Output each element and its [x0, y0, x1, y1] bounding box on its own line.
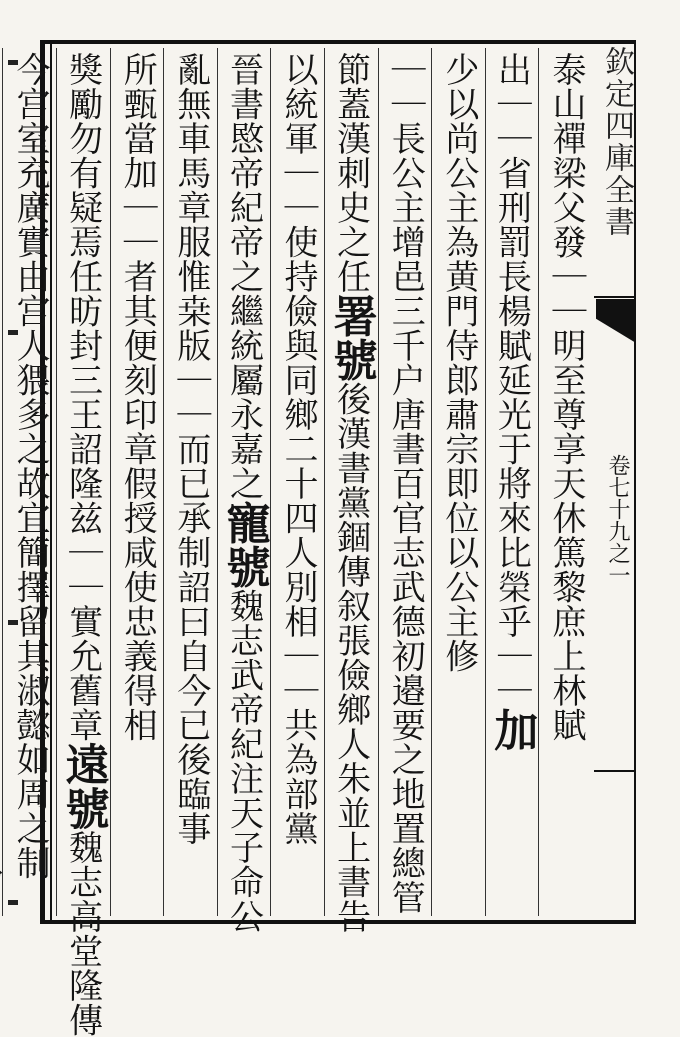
column-text: 獎勵勿有疑焉任昉封三王詔隆兹｜｜實允舊章	[62, 52, 103, 742]
text-column	[217, 48, 271, 934]
book-title: 欽定四庫全書	[599, 46, 634, 238]
column-text: 魏志武帝紀注天子命公	[223, 588, 264, 934]
entry-headword: 加	[486, 707, 538, 752]
text-column	[2, 48, 56, 916]
margin-strip	[594, 44, 636, 920]
column-text: 承制詔曰自今已後臨事	[170, 500, 211, 846]
text-column	[56, 48, 110, 1037]
entry-headword: 號	[325, 337, 377, 382]
entry-headword: 遠	[57, 742, 109, 786]
column-text: 節蓋漢刺史之任	[330, 52, 371, 294]
text-column	[485, 48, 539, 916]
column-text: 少以尚公主為黄門侍郎肅宗即位以公主修	[438, 52, 479, 673]
column-text: 出｜｜省刑罰長楊賦延光于將來比榮乎｜｜	[491, 52, 532, 708]
text-column	[270, 48, 324, 916]
column-text: 亂無車馬章服惟桒版｜｜而已	[170, 52, 211, 501]
column-text: 今宫室充廣實由宫人猥多之故宜簡擇留其淑懿如周之制	[10, 52, 51, 880]
column-text: 晉書愍帝紀帝之繼統屬永嘉之	[223, 52, 264, 501]
column-text: 泰山禪梁父發｜｜明至尊享天休篤黎庶上林賦	[546, 52, 586, 742]
column-text: 儉與同鄉二十四人別相｜｜共為部黨	[278, 293, 319, 846]
entry-headword: 號	[57, 786, 109, 830]
column-text: 魏志高堂隆傳	[62, 830, 103, 1037]
entry-headword: 署	[325, 293, 377, 338]
text-column	[324, 48, 378, 934]
text-column	[378, 48, 432, 916]
fishtail-mark	[596, 299, 636, 343]
entry-headword: 號	[218, 544, 270, 589]
margin-rule	[594, 296, 636, 298]
text-column	[538, 48, 592, 916]
column-text: 所甄當加｜｜者其便刻印章假授咸使忠義得相	[117, 52, 158, 742]
entry-headword	[0, 846, 1, 890]
juan-number: 卷七十九之一	[605, 454, 630, 586]
column-text: 以統軍｜｜使持	[278, 52, 319, 294]
text-column	[431, 48, 485, 916]
margin-rule	[594, 770, 636, 772]
text-column	[163, 48, 217, 916]
text-body	[10, 48, 592, 1037]
entry-headword: 寵	[218, 500, 270, 545]
text-column	[110, 48, 164, 916]
column-text: ｜｜長公主增邑三千户唐書百官志武德初邉要之地置總管	[385, 52, 426, 915]
column-text: 後漢書黨錮傳叙張儉鄉人朱並上書告	[330, 381, 371, 934]
